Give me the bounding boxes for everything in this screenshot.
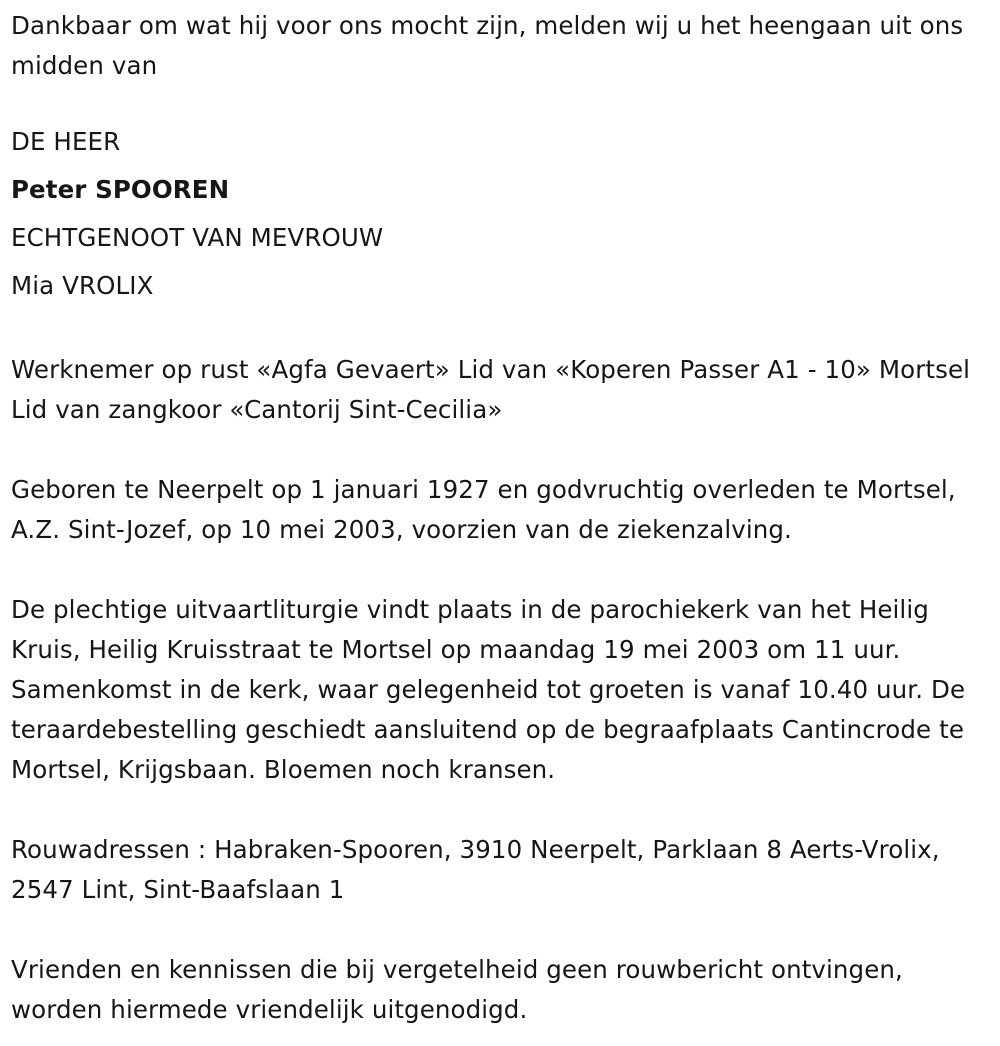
- intro-paragraph: Dankbaar om wat hij voor ons mocht zijn, melden wij u het heengaan uit ons midden van: [11, 11, 964, 80]
- honorific-title: DE HEER: [11, 127, 121, 156]
- addresses-paragraph: Rouwadressen : Habraken-Spooren, 3910 Neerpelt, Parklaan 8 Aerts-Vrolix, 2547 Lint, Sint-Baafslaan 1: [11, 835, 940, 904]
- funeral-paragraph: De plechtige uitvaartliturgie vindt plaats in de parochiekerk van het Heilig Kruis, Heilig Kruisstraat te Mortsel op maandag 19 mei 2003 om 11 uur. Samenkomst in de kerk, waar gelegenheid tot groeten is vanaf 10.40 uur. De teraardebestelling geschiedt aansluitend op de begraafplaats Cantincrode te Mortsel, Krijgsbaan. Bloemen noch kransen.: [11, 595, 966, 784]
- closing-paragraph: Vrienden en kennissen die bij vergetelheid geen rouwbericht ontvingen, worden hiermede vriendelijk uitgenodigd.: [11, 955, 903, 1024]
- birth-death-paragraph: Geboren te Neerpelt op 1 januari 1927 en godvruchtig overleden te Mortsel, A.Z. Sint-Jozef, op 10 mei 2003, voorzien van de ziekenzalving.: [11, 475, 956, 544]
- affiliations-paragraph: Werknemer op rust «Agfa Gevaert» Lid van «Koperen Passer A1 - 10» Mortsel Lid van zangkoor «Cantorij Sint-Cecilia»: [11, 355, 971, 424]
- relation-label: ECHTGENOOT VAN MEVROUW: [11, 223, 384, 252]
- spouse-name: Mia VROLIX: [11, 271, 154, 300]
- obituary-notice: [11, 6, 996, 1030]
- deceased-name: Peter SPOOREN: [11, 175, 230, 204]
- deceased-heading: [11, 118, 996, 310]
